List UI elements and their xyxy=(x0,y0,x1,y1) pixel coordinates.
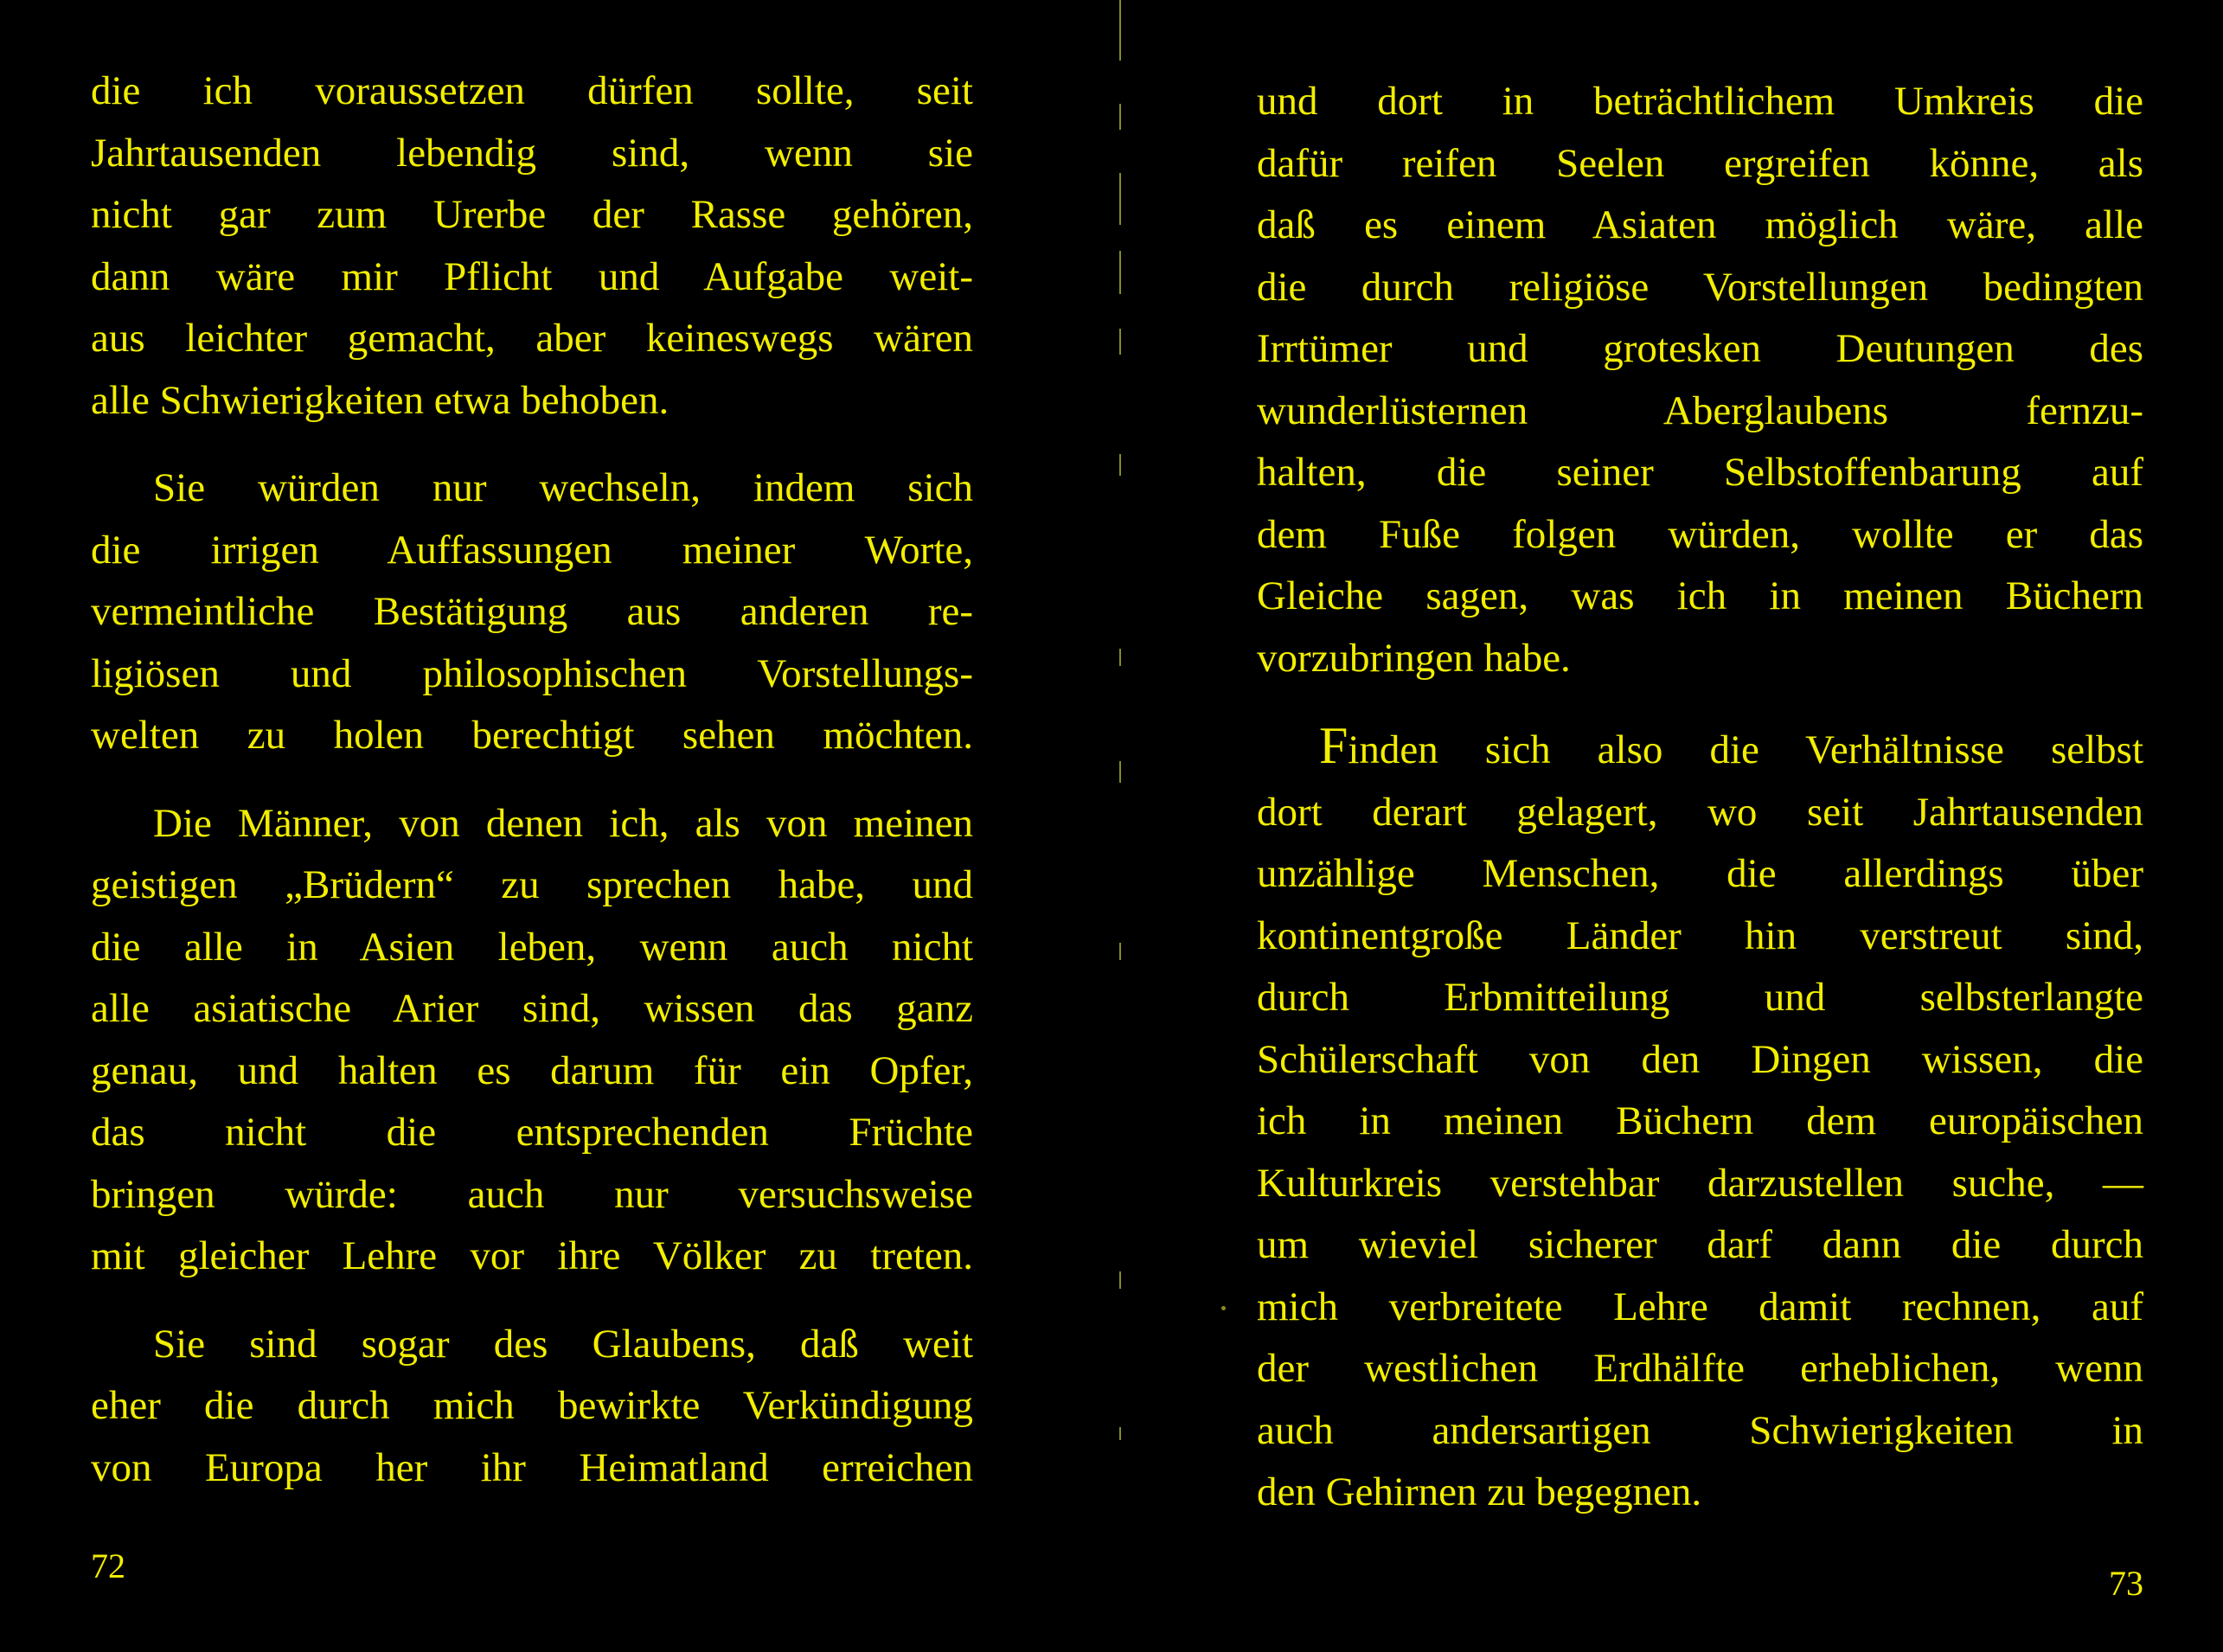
paragraph xyxy=(91,61,973,432)
text-line: Sie sind sogar des Glaubens, daß weit xyxy=(153,1321,973,1367)
text-line: alle asiatische Arier sind, wissen das ganz xyxy=(91,986,973,1031)
paragraph xyxy=(91,1314,973,1500)
text-line: das nicht die entsprechenden Früchte xyxy=(91,1110,973,1155)
text-line: alle Schwierigkeiten etwa behoben. xyxy=(91,377,669,423)
text-line: Sie würden nur wechseln, indem sich xyxy=(153,465,973,510)
text-line: nicht gar zum Urerbe der Rasse gehören, xyxy=(91,192,973,237)
left-page-text xyxy=(91,61,973,1499)
text-line: vorzubringen habe. xyxy=(1257,635,1571,681)
text-line: genau, und halten es darum für ein Opfer, xyxy=(91,1047,973,1093)
text-line: kontinentgroße Länder hin verstreut sind, xyxy=(1257,912,2143,958)
text-line: eher die durch mich bewirkte Verkündigung xyxy=(91,1383,973,1428)
text-line: welten zu holen berechtigt sehen möchten. xyxy=(91,713,973,758)
text-line xyxy=(1257,715,2143,782)
text-line: bringen würde: auch nur versuchsweise xyxy=(91,1171,973,1217)
drop-cap: F xyxy=(1319,717,1349,774)
book-gutter xyxy=(1118,0,1123,1652)
print-speck xyxy=(1221,1306,1226,1310)
text-line: vermeintliche Bestätigung aus anderen re- xyxy=(91,589,973,634)
text-line: durch Erbmitteilung und selbsterlangte xyxy=(1257,975,2143,1020)
text-line: dort derart gelagert, wo seit Jahrtausenden xyxy=(1257,789,2143,835)
right-page xyxy=(1124,0,2223,1652)
paragraph xyxy=(1257,71,2143,689)
text-line: aus leichter gemacht, aber keineswegs wären xyxy=(91,316,973,361)
text-line: halten, die seiner Selbstoffenbarung auf xyxy=(1257,450,2143,495)
text-line: die durch religiöse Vorstellungen bedingten xyxy=(1257,264,2143,310)
text-line: dann wäre mir Pflicht und Aufgabe weit- xyxy=(91,253,973,299)
right-page-text xyxy=(1257,71,2143,1550)
text-line: die ich voraussetzen dürfen sollte, seit xyxy=(91,68,973,113)
text-line: die irrigen Auffassungen meiner Worte, xyxy=(91,527,973,573)
text-line: dafür reifen Seelen ergreifen könne, als xyxy=(1257,140,2143,186)
text-line: ich in meinen Büchern dem europäischen xyxy=(1257,1098,2143,1143)
text-line: geistigen „Brüdern“ zu sprechen habe, und xyxy=(91,862,973,907)
text-line: Schülerschaft von den Dingen wissen, die xyxy=(1257,1036,2143,1082)
text-line: die alle in Asien leben, wenn auch nicht xyxy=(91,924,973,970)
text-line: und dort in beträchtlichem Umkreis die xyxy=(1257,79,2143,124)
text-line: Die Männer, von denen ich, als von meinen xyxy=(153,800,973,846)
text-line: mit gleicher Lehre vor ihre Völker zu treten. xyxy=(91,1233,973,1278)
paragraph xyxy=(1257,715,2143,1524)
page-number: 72 xyxy=(91,1546,125,1585)
text-line: wunderlüsternen Aberglaubens fernzu- xyxy=(1257,387,2143,433)
left-page xyxy=(0,0,1090,1652)
text-line: den Gehirnen zu begegnen. xyxy=(1257,1470,1702,1514)
text-line: daß es einem Asiaten möglich wäre, alle xyxy=(1257,202,2143,247)
text-line: Gleiche sagen, was ich in meinen Büchern xyxy=(1257,573,2143,618)
text-line: dem Fuße folgen würden, wollte er das xyxy=(1257,511,2143,557)
text-line: auch andersartigen Schwierigkeiten in xyxy=(1257,1407,2143,1453)
text-line: der westlichen Erdhälfte erheblichen, wenn xyxy=(1257,1346,2143,1391)
paragraph xyxy=(91,458,973,767)
text-line: von Europa her ihr Heimatland erreichen xyxy=(91,1444,973,1490)
text-line: um wieviel sicherer darf dann die durch xyxy=(1257,1222,2143,1267)
text-line: unzählige Menschen, die allerdings über xyxy=(1257,851,2143,896)
paragraph xyxy=(91,793,973,1288)
text-line: Irrtümer und grotesken Deutungen des xyxy=(1257,326,2143,371)
text-line: ligiösen und philosophischen Vorstellungs- xyxy=(91,650,973,696)
text-line: Kulturkreis verstehbar darzustellen suche, — xyxy=(1257,1160,2143,1206)
text-line: mich verbreitete Lehre damit rechnen, auf xyxy=(1257,1284,2143,1329)
page-number: 73 xyxy=(2109,1564,2143,1603)
text-line-rest: inden sich also die Verhältnisse selbst xyxy=(1348,727,2143,772)
text-line: Jahrtausenden lebendig sind, wenn sie xyxy=(91,130,973,176)
